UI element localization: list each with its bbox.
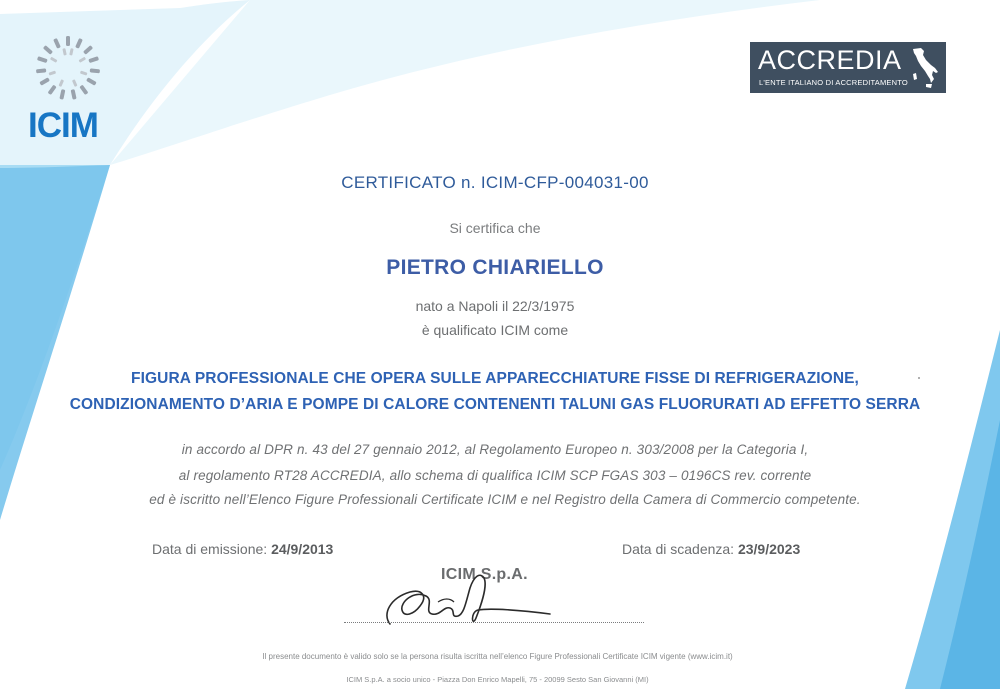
expiry-date-value: 23/9/2023 (737, 541, 801, 557)
footer-address: ICIM S.p.A. a socio unico - Piazza Don Enrico Mapelli, 75 - 20099 Sesto San Giovanni (MI) (346, 675, 649, 684)
signature (380, 562, 560, 640)
accredia-logo-subtitle: L'ENTE ITALIANO DI ACCREDITAMENTO (759, 78, 908, 87)
expiry-date-label: Data di scadenza: (622, 541, 735, 557)
decorative-dot (918, 377, 920, 379)
regulation-note-line-3: ed è iscritto nell’Elenco Figure Professionali Certificate ICIM e nel Registro della Camera di Commercio competente. (149, 492, 861, 507)
accredia-logo-title: ACCREDIA (758, 45, 902, 75)
issue-date-value: 24/9/2013 (271, 541, 334, 557)
icim-logo-text: ICIM (28, 106, 98, 145)
issue-date-label: Data di emissione: (152, 541, 268, 557)
certify-intro: Si certifica che (449, 220, 541, 236)
expiry-date (622, 541, 800, 557)
issue-date (152, 541, 333, 557)
footer-validity-note: Il presente documento è valido solo se la persona risulta iscritta nell’elenco Figure Professionali Certificate ICIM vigente (www.icim.it) (262, 652, 733, 661)
accredia-logo (750, 42, 946, 93)
qualified-as: è qualificato ICIM come (421, 322, 569, 338)
holder-name: PIETRO CHIARIELLO (386, 256, 604, 279)
icim-burst-icon (14, 30, 124, 110)
signature-line (344, 622, 644, 623)
regulation-note-line-2: al regolamento RT28 ACCREDIA, allo schema di qualifica ICIM SCP FGAS 303 – 0196CS rev. corrente (178, 468, 812, 483)
italy-map-icon (909, 46, 941, 90)
issuer-company: ICIM S.p.A. (441, 566, 528, 583)
certificate-number: CERTIFICATO n. ICIM-CFP-004031-00 (341, 173, 649, 192)
role-title-line-1: FIGURA PROFESSIONALE CHE OPERA SULLE APPARECCHIATURE FISSE DI REFRIGERAZIONE, (131, 370, 859, 387)
holder-birth: nato a Napoli il 22/3/1975 (415, 298, 575, 314)
regulation-note-line-1: in accordo al DPR n. 43 del 27 gennaio 2012, al Regolamento Europeo n. 303/2008 per la Categoria I, (181, 442, 809, 457)
role-title-line-2: CONDIZIONAMENTO D’ARIA E POMPE DI CALORE CONTENENTI TALUNI GAS FLUORURATI AD EFFETTO SERRA (69, 396, 921, 413)
icim-logo (14, 30, 124, 145)
